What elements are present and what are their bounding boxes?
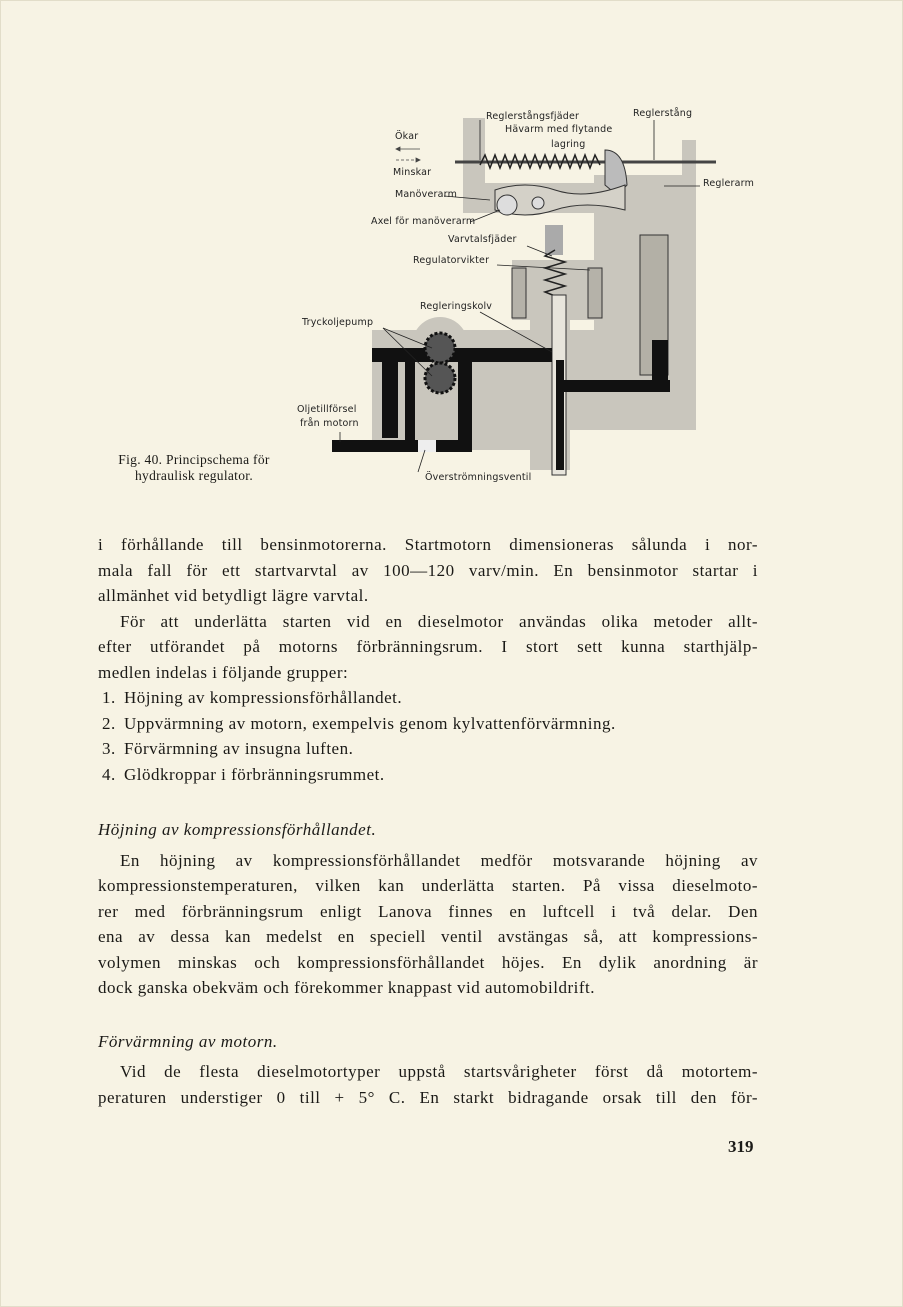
list-number: 4. bbox=[102, 764, 116, 784]
list-text: Förvärmning av insugna luften. bbox=[124, 739, 354, 758]
list-number: 1. bbox=[102, 688, 116, 707]
figure-caption bbox=[98, 452, 290, 484]
direction-arrows bbox=[396, 147, 420, 162]
list-item bbox=[98, 685, 758, 711]
list-item bbox=[98, 711, 758, 737]
figure-hydraulic-regulator bbox=[0, 0, 903, 500]
label-overstromningsventil: Överströmningsventil bbox=[425, 472, 532, 483]
text-line: mala fall för ett startvarvtal av 100—120 varv/min. En bensinmotor startar i bbox=[98, 560, 758, 580]
label-fran-motorn: från motorn bbox=[300, 418, 359, 429]
text-line: medlen indelas i följande grupper: bbox=[98, 662, 349, 682]
text-line: En höjning av kompressionsförhållandet medför motsvarande höjning av bbox=[120, 850, 758, 870]
starter-aids-list bbox=[98, 685, 758, 787]
text-line: efter utförandet på motorns förbränningsrum. I stort sett kunna starthjälp- bbox=[98, 637, 758, 656]
label-manoverarm: Manöverarm bbox=[395, 189, 458, 200]
weight-left bbox=[512, 268, 526, 318]
text-line: rer med förbränningsrum enligt Lanova finnes en luftcell i två delar. Den bbox=[98, 901, 758, 921]
label-varvtalsfjader: Varvtalsfjäder bbox=[448, 234, 517, 245]
label-lagring: lagring bbox=[551, 139, 586, 150]
text-line: peraturen understiger 0 till + 5° C. En starkt bidragande orsak till den för- bbox=[98, 1087, 758, 1107]
label-tryckoljepump: Tryckoljepump bbox=[302, 317, 374, 328]
list-number: 3. bbox=[102, 739, 116, 758]
label-regleringskolv: Regleringskolv bbox=[420, 301, 493, 312]
text-line: Vid de flesta dieselmotortyper uppstå startsvårigheter först då motortem- bbox=[120, 1062, 758, 1081]
text-line: kompressionstemperaturen, vilken kan underlätta starten. På vissa dieselmoto- bbox=[98, 876, 758, 895]
body-text bbox=[98, 532, 758, 1110]
weight-right bbox=[588, 268, 602, 318]
label-minskar: Minskar bbox=[393, 167, 432, 178]
section-heading: Höjning av kompressionsförhållandet. bbox=[98, 820, 377, 839]
caption-line: Fig. 40. Principschema för bbox=[118, 452, 270, 467]
text-line: dock ganska obekväm och förekommer knappast vid automobildrift. bbox=[98, 978, 595, 997]
page-number: 319 bbox=[728, 1137, 754, 1156]
text-line: För att underlätta starten vid en dieselmotor användas olika metoder allt- bbox=[120, 611, 758, 631]
text-line: allmänhet vid betydligt lägre varvtal. bbox=[98, 586, 369, 605]
label-oljetillforsel: Oljetillförsel bbox=[297, 404, 357, 415]
list-item bbox=[98, 762, 758, 788]
paragraph-3 bbox=[98, 848, 758, 1001]
list-item bbox=[98, 736, 758, 762]
regulator-diagram bbox=[0, 0, 903, 500]
label-reglerstang: Reglerstång bbox=[633, 108, 693, 119]
list-text: Höjning av kompressionsförhållandet. bbox=[124, 688, 403, 707]
paragraph-4 bbox=[98, 1059, 758, 1110]
text-line: volymen minskas och kompressionsförhållandet höjes. En dylik anordning är bbox=[98, 952, 758, 972]
label-okar: Ökar bbox=[395, 131, 419, 142]
list-number: 2. bbox=[102, 713, 116, 733]
label-reglerarm: Reglerarm bbox=[703, 178, 755, 189]
caption-line: hydraulisk regulator. bbox=[134, 468, 254, 483]
list-text: Uppvärmning av motorn, exempelvis genom kylvattenförvärmning. bbox=[124, 713, 616, 733]
section-heading: Förvärmning av motorn. bbox=[98, 1031, 278, 1051]
label-reglerstangsfjader: Reglerstångsfjäder bbox=[486, 111, 580, 122]
label-axel: Axel för manöverarm bbox=[371, 216, 476, 227]
paragraph-1 bbox=[98, 532, 758, 609]
list-text: Glödkroppar i förbränningsrummet. bbox=[124, 764, 385, 784]
label-regulatorvikter: Regulatorvikter bbox=[413, 255, 490, 266]
text-line: i förhållande till bensinmotorerna. Startmotorn dimensioneras sålunda i nor- bbox=[98, 535, 758, 554]
paragraph-2 bbox=[98, 609, 758, 686]
text-line: ena av dessa kan medelst en speciell ventil avstängas så, att kompressions- bbox=[98, 927, 758, 946]
label-havarm: Hävarm med flytande bbox=[505, 124, 613, 135]
